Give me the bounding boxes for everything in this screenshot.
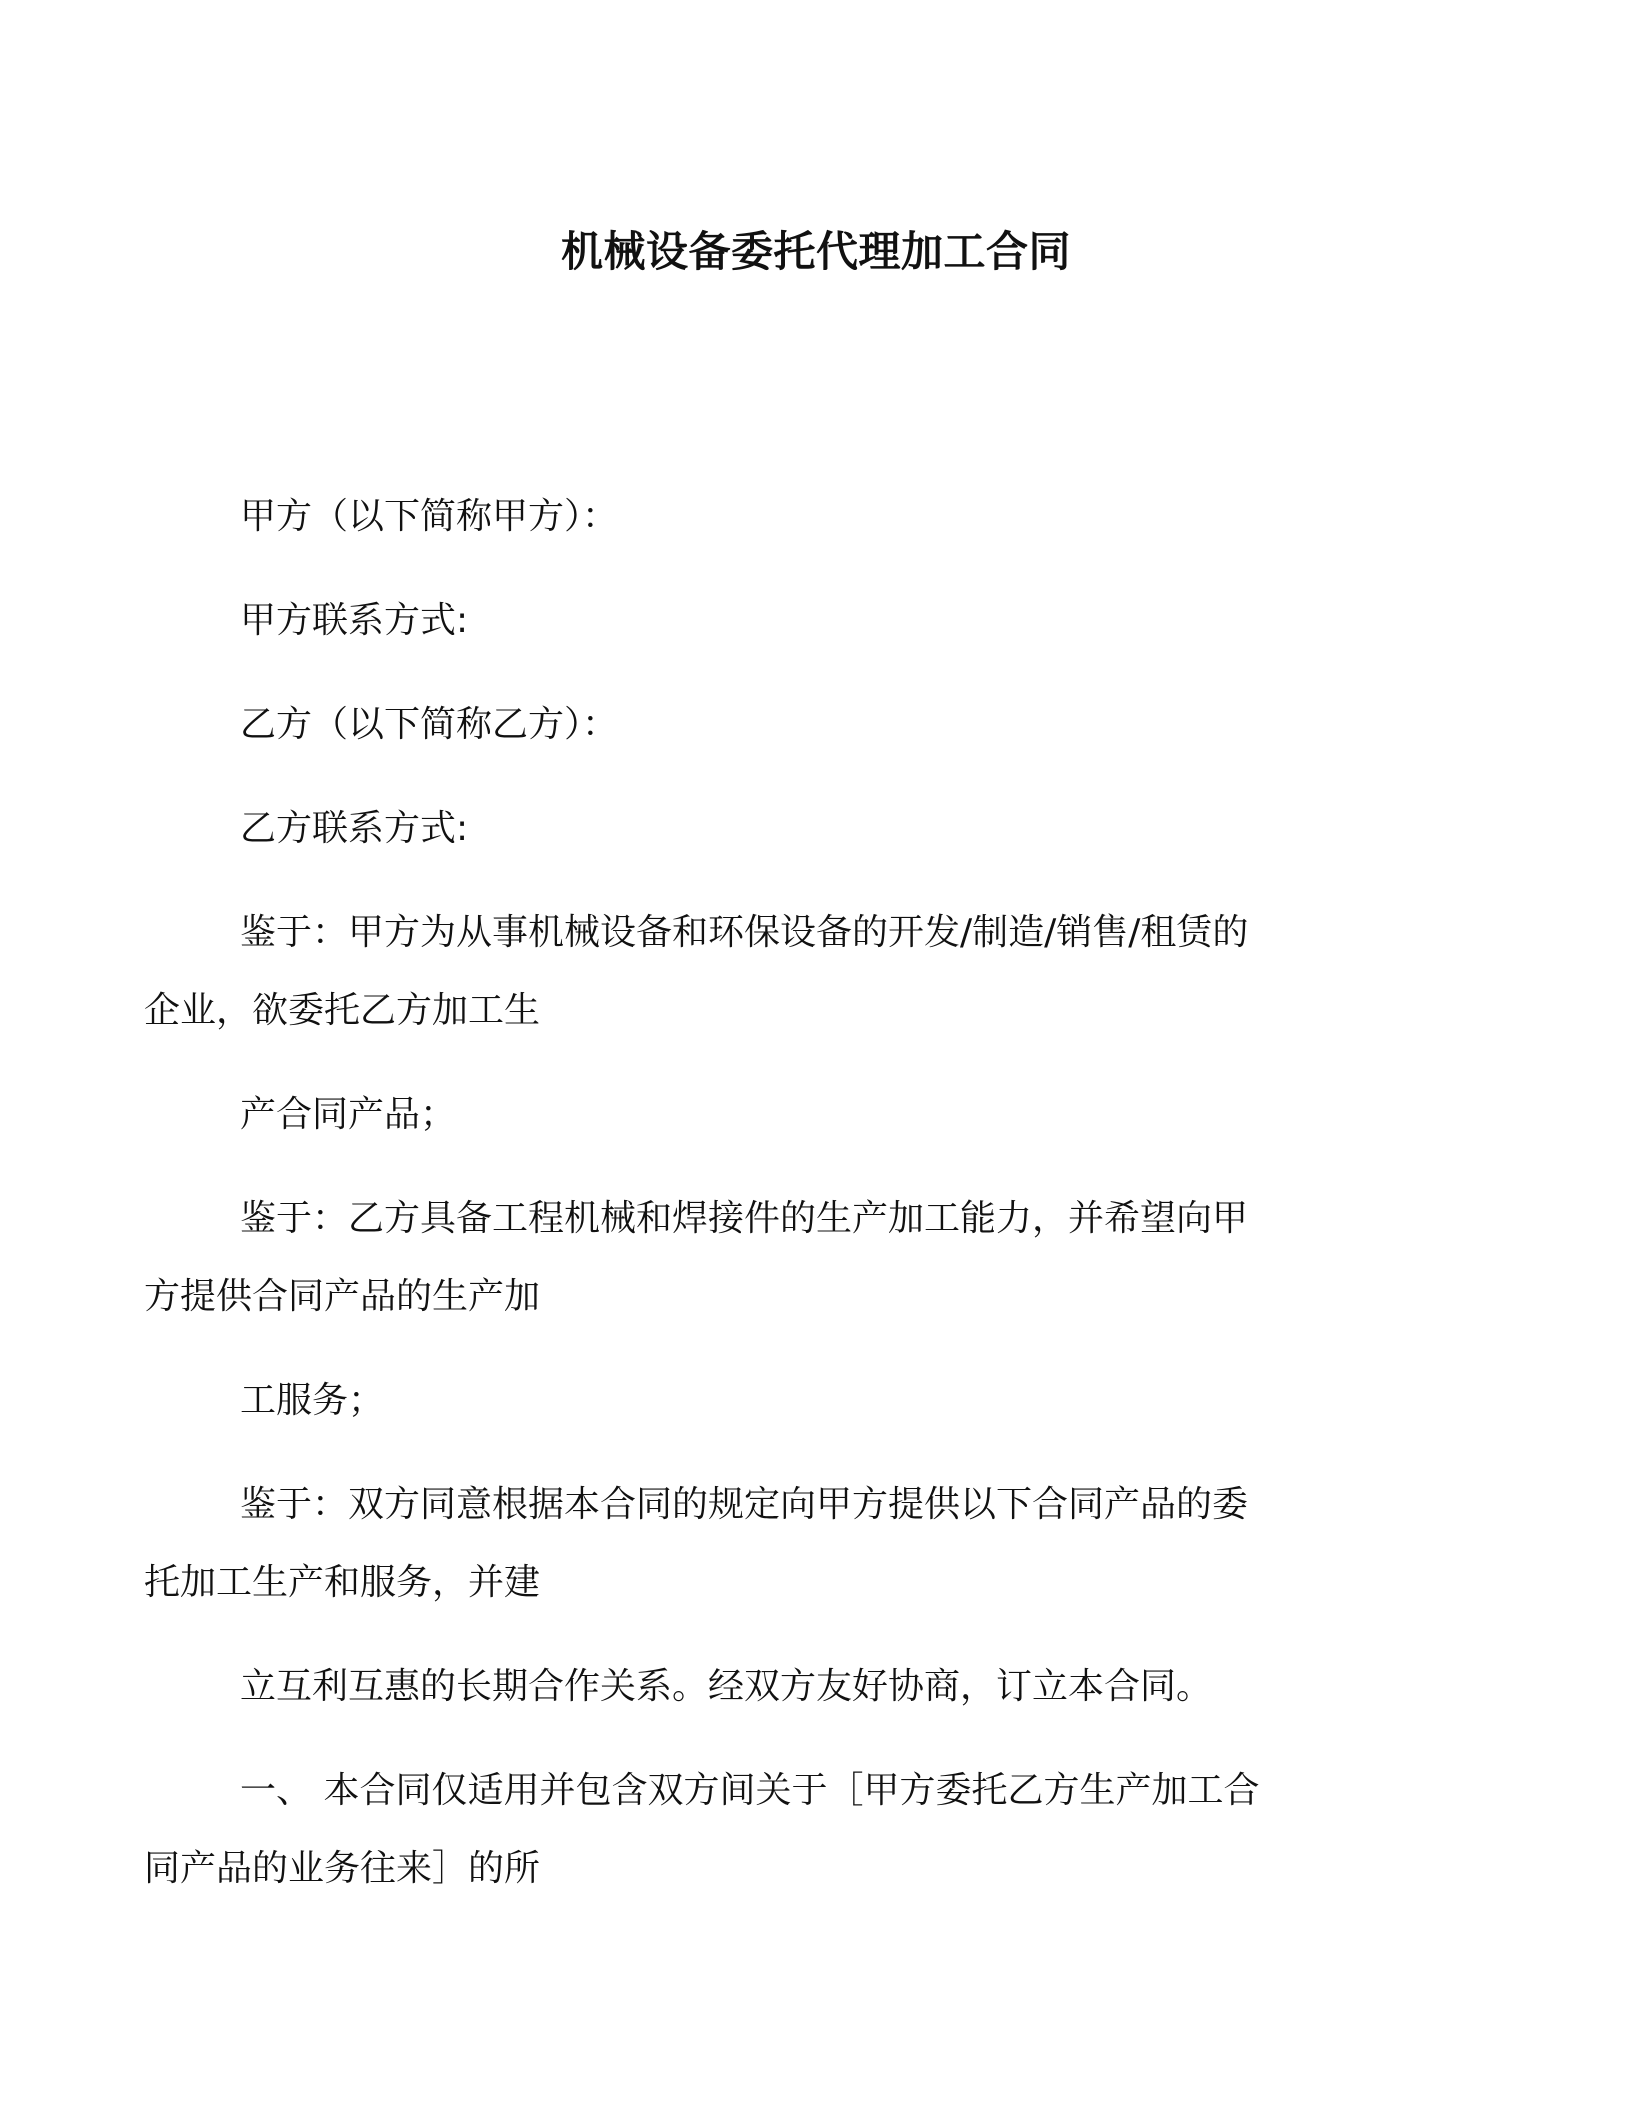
clause-1-paragraph bbox=[144, 1766, 1390, 1894]
party-a-contact-line bbox=[240, 596, 1390, 646]
recital-paragraph-3 bbox=[144, 1480, 1390, 1608]
recital-paragraph-2 bbox=[144, 1194, 1390, 1322]
paragraph-text: 甲方联系方式: bbox=[240, 600, 469, 641]
party-b-contact-line bbox=[240, 804, 1390, 854]
paragraph-text: 鉴于：甲方为从事机械设备和环保设备的开发/制造/销售/租赁的 bbox=[240, 912, 1249, 953]
paragraph-text: 一、 本合同仅适用并包含双方间关于［甲方委托乙方生产加工合 bbox=[240, 1770, 1260, 1811]
paragraph-text: 乙方联系方式: bbox=[240, 808, 469, 849]
paragraph-text: 鉴于：乙方具备工程机械和焊接件的生产加工能力，并希望向甲 bbox=[240, 1198, 1249, 1239]
party-a-name-line bbox=[240, 492, 1390, 542]
paragraph-text: 工服务； bbox=[240, 1380, 385, 1421]
recital-paragraph-2-tail bbox=[240, 1376, 1390, 1426]
paragraph-continuation: 方提供合同产品的生产加 bbox=[144, 1276, 541, 1317]
paragraph-continuation: 企业，欲委托乙方加工生 bbox=[144, 990, 541, 1031]
paragraph-text: 鉴于：双方同意根据本合同的规定向甲方提供以下合同产品的委 bbox=[240, 1484, 1249, 1525]
paragraph-text: 甲方（以下简称甲方）： bbox=[240, 496, 619, 537]
paragraph-text: 立互利互惠的长期合作关系。经双方友好协商，订立本合同。 bbox=[240, 1666, 1213, 1707]
recital-paragraph-1-tail bbox=[240, 1090, 1390, 1140]
party-b-name-line bbox=[240, 700, 1390, 750]
paragraph-continuation: 托加工生产和服务，并建 bbox=[144, 1562, 541, 1603]
document-title: 机械设备委托代理加工合同 bbox=[560, 227, 1071, 276]
paragraph-text: 产合同产品； bbox=[240, 1094, 457, 1135]
recital-paragraph-3-tail bbox=[240, 1662, 1390, 1712]
recital-paragraph-1 bbox=[144, 908, 1390, 1036]
paragraph-text: 乙方（以下简称乙方）： bbox=[240, 704, 619, 745]
paragraph-continuation: 同产品的业务往来］的所 bbox=[144, 1848, 541, 1889]
